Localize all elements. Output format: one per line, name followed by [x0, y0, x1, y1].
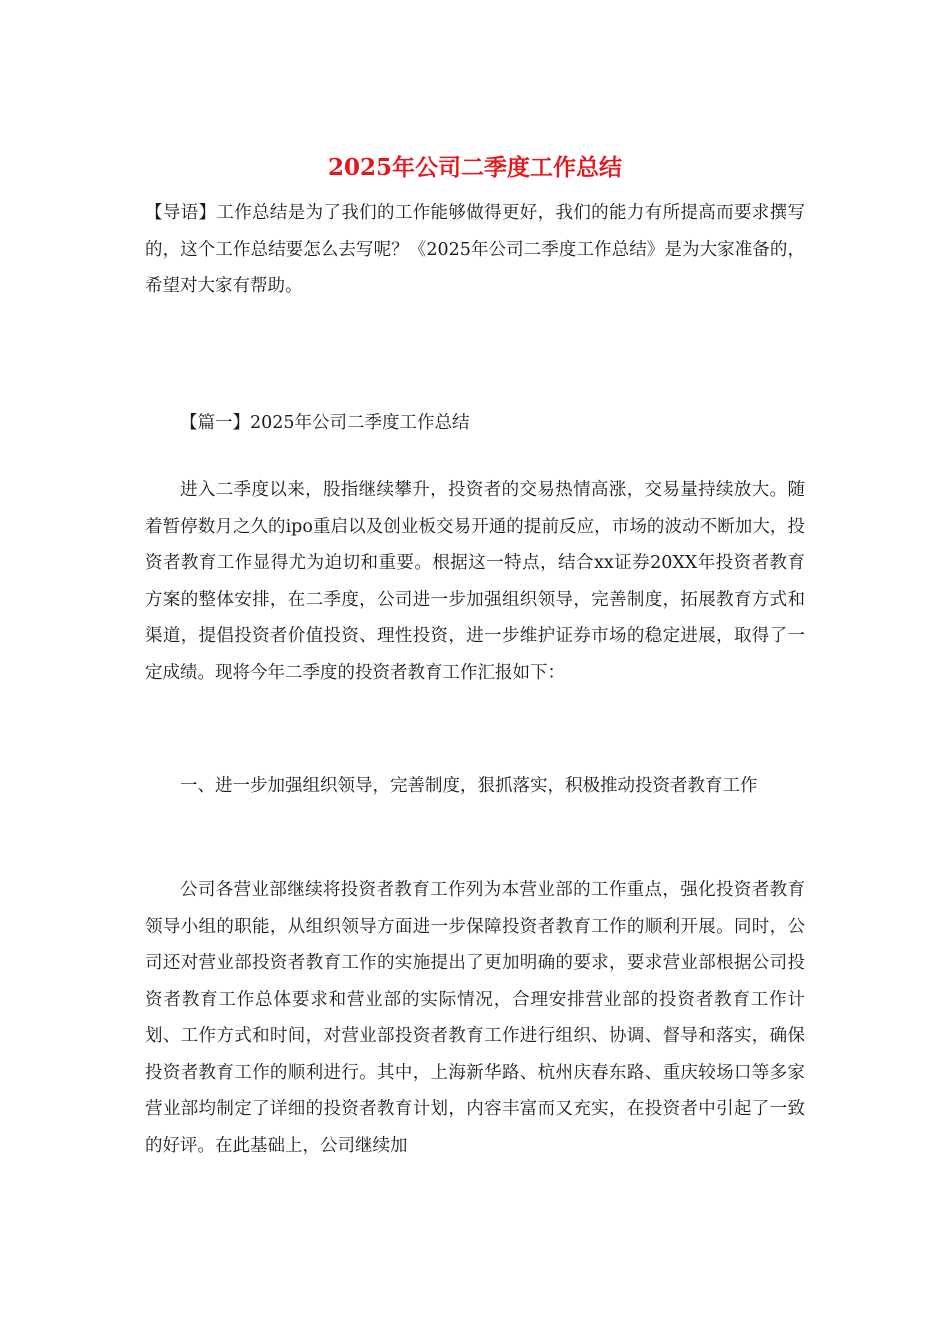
section-heading: 一、进一步加强组织领导，完善制度，狠抓落实，积极推动投资者教育工作 — [180, 776, 758, 796]
body-paragraph: 进入二季度以来，股指继续攀升，投资者的交易热情高涨，交易量持续放大。随着暂停数月之久的ipo重启以及创业板交易开通的提前反应，市场的波动不断加大，投资者教育工作显得尤为迫切和重要。根据这一特点，结合xx证券20XX年投资者教育方案的整体安排，在二季度，公司进一步加强组织领导，完善制度，拓展教育方式和渠道，提倡投资者价值投资、理性投资，进一步维护证券市场的稳定进展，取得了一定成绩。现将今年二季度的投资者教育工作汇报如下： — [145, 480, 805, 683]
chapter-heading: 【篇一】2025年公司二季度工作总结 — [180, 413, 470, 433]
document-title: 2025年公司二季度工作总结 — [327, 154, 622, 181]
body-paragraph: 公司各营业部继续将投资者教育工作列为本营业部的工作重点，强化投资者教育领导小组的职能，从组织领导方面进一步保障投资者教育工作的顺利开展。同时，公司还对营业部投资者教育工作的实施提出了更加明确的要求，要求营业部根据公司投资者教育工作总体要求和营业部的实际情况，合理安排营业部的投资者教育工作计划、工作方式和时间，对营业部投资者教育工作进行组织、协调、督导和落实，确保投资者教育工作的顺利进行。其中，上海新华路、杭州庆春东路、重庆较场口等多家营业部均制定了详细的投资者教育计划，内容丰富而又充实，在投资者中引起了一致的好评。在此基础上，公司继续加 — [145, 880, 805, 1156]
intro-paragraph: 【导语】工作总结是为了我们的工作能够做得更好，我们的能力有所提高而要求撰写的，这个工作总结要怎么去写呢？《2025年公司二季度工作总结》是为大家准备的，希望对大家有帮助。 — [145, 203, 805, 296]
